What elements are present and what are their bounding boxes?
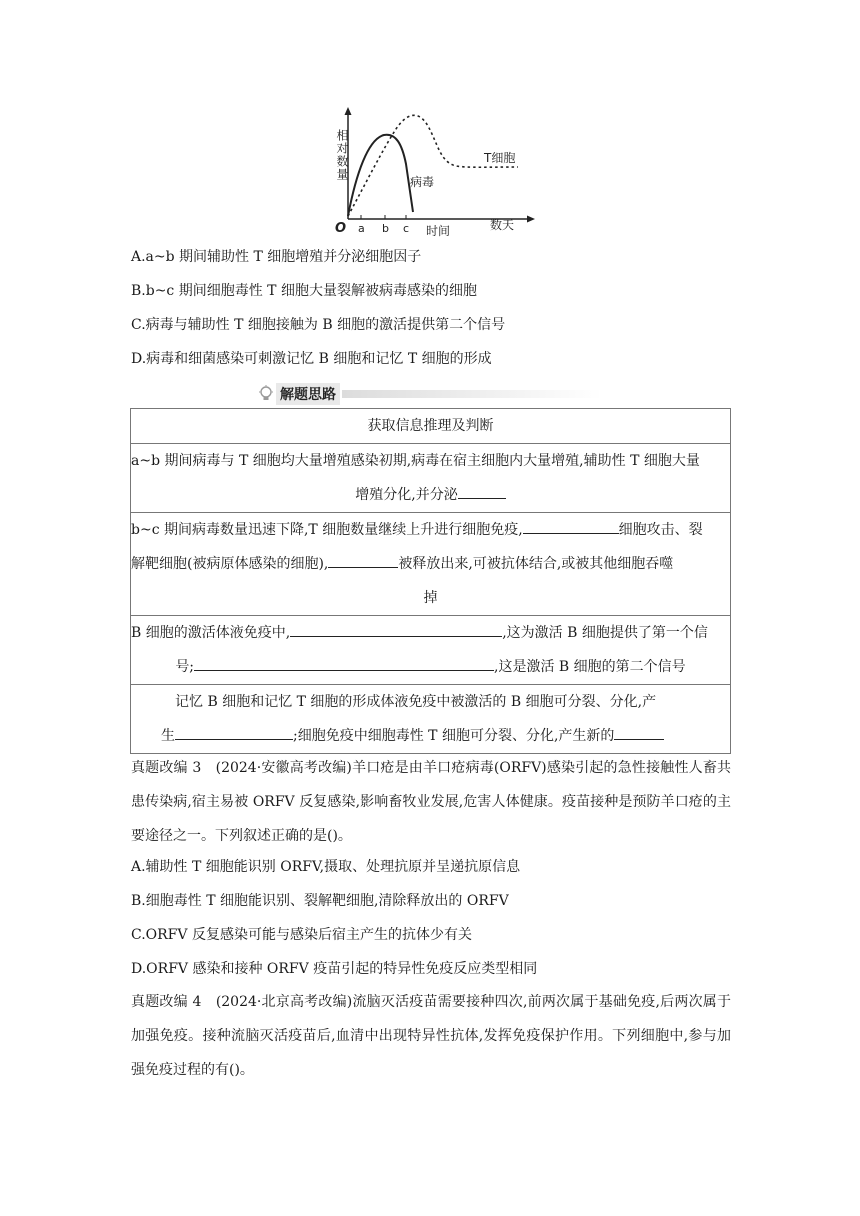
- row2-text5: 掉: [423, 590, 438, 606]
- q3-stem: 真题改编 3 (2024·安徽高考改编)羊口疮是由羊口疮病毒(ORFV)感染引起的急性接触性人畜共患传染病,宿主易被 ORFV 反复感染,影响畜牧业发展,危害人体健康。疫苗接种是预防羊口疮的主要途径之一。下列叙述正确的是()。: [131, 760, 731, 844]
- row3-text1: B 细胞的激活体液免疫中,: [131, 625, 291, 641]
- tick-c: c: [403, 222, 410, 235]
- answer-blank[interactable]: [458, 482, 506, 499]
- virus-label: 病毒: [410, 175, 435, 189]
- row4-line1: 记忆 B 细胞和记忆 T 细胞的形成体液免疫中被激活的 B 细胞可分裂、分化,产: [175, 694, 657, 710]
- q3-option-c: C.ORFV 反复感染可能与感染后宿主产生的抗体少有关: [131, 927, 472, 943]
- tick-a: a: [358, 222, 365, 235]
- q3-option-a: A.辅助性 T 细胞能识别 ORFV,摄取、处理抗原并呈递抗原信息: [131, 859, 521, 875]
- q3-option-d: D.ORFV 感染和接种 ORFV 疫苗引起的特异性免疫反应类型相同: [131, 961, 538, 977]
- y-axis-arrow: [345, 107, 352, 115]
- answer-blank[interactable]: [290, 620, 502, 637]
- table-row: [131, 444, 731, 513]
- answer-blank[interactable]: [614, 723, 664, 740]
- virus-curve: [348, 135, 413, 216]
- option-c: C.病毒与辅助性 T 细胞接触为 B 细胞的激活提供第二个信号: [131, 317, 506, 333]
- y-axis-label: 相对数量: [335, 129, 349, 181]
- row4-text3: ;细胞免疫中细胞毒性 T 细胞可分裂、分化,产生新的: [293, 728, 615, 744]
- x-axis-arrow: [527, 216, 535, 223]
- row3-text2: ,这为激活 B 细胞提供了第一个信: [502, 625, 708, 641]
- virus-tcell-graph: [318, 104, 538, 238]
- row2-text3: 解靶细胞(被病原体感染的细胞),: [131, 556, 329, 572]
- x-axis-label: 时间: [426, 224, 451, 238]
- table-row: [131, 513, 731, 616]
- option-a: A.a~b 期间辅助性 T 细胞增殖并分泌细胞因子: [131, 249, 422, 265]
- tick-b: b: [382, 222, 389, 235]
- solution-table: [130, 408, 731, 754]
- row1-line1: a~b 期间病毒与 T 细胞均大量增殖感染初期,病毒在宿主细胞内大量增殖,辅助性 T 细胞大量: [131, 453, 700, 469]
- origin-label: O: [335, 221, 347, 236]
- option-b: B.b~c 期间细胞毒性 T 细胞大量裂解被病毒感染的细胞: [131, 283, 477, 299]
- table-header-row: [131, 409, 731, 444]
- lightbulb-icon: [258, 385, 274, 403]
- banner-divider: [342, 390, 602, 398]
- table-row: [131, 616, 731, 685]
- answer-blank[interactable]: [175, 723, 293, 740]
- row1-line2: 增殖分化,并分泌: [355, 487, 458, 503]
- row2-text4: 被释放出来,可被抗体结合,或被其他细胞吞噬: [398, 556, 674, 572]
- row2-text1: b~c 期间病毒数量迅速下降,T 细胞数量继续上升进行细胞免疫,: [131, 522, 523, 538]
- table-header: 获取信息推理及判断: [367, 418, 494, 434]
- row2-text2: 细胞攻击、裂: [618, 522, 703, 538]
- row3-text4: ,这是激活 B 细胞的第二个信号: [494, 659, 686, 675]
- row4-text2: 生: [161, 728, 175, 744]
- x-end-label: 数天: [490, 218, 515, 232]
- option-d: D.病毒和细菌感染可刺激记忆 B 细胞和记忆 T 细胞的形成: [131, 351, 492, 367]
- row3-text3: 号;: [175, 659, 195, 675]
- answer-blank[interactable]: [328, 551, 398, 568]
- tcell-curve: [348, 115, 518, 216]
- answer-blank[interactable]: [194, 654, 494, 671]
- tcell-label: T细胞: [484, 151, 516, 165]
- q3-option-b: B.细胞毒性 T 细胞能识别、裂解靶细胞,清除释放出的 ORFV: [131, 893, 509, 909]
- banner-title: 解题思路: [276, 383, 340, 405]
- answer-blank[interactable]: [523, 517, 619, 534]
- solution-banner: [258, 383, 602, 405]
- q4-stem: 真题改编 4 (2024·北京高考改编)流脑灭活疫苗需要接种四次,前两次属于基础免疫,后两次属于加强免疫。接种流脑灭活疫苗后,血清中出现特异性抗体,发挥免疫保护作用。下列细胞中,参与加强免疫过程的有()。: [131, 994, 731, 1078]
- table-row: [131, 685, 731, 754]
